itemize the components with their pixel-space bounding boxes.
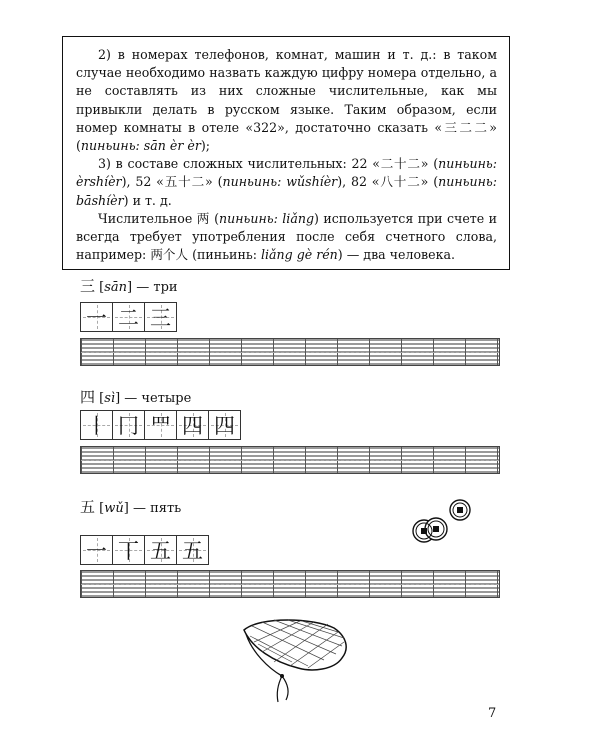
stroke-cell: 五 bbox=[145, 536, 177, 564]
stroke-cell: 四 bbox=[177, 411, 209, 439]
straw-hat-illustration bbox=[238, 612, 356, 708]
stroke-cell: 一 bbox=[81, 303, 113, 331]
character-heading-si: 四 [sì] — четыре bbox=[80, 388, 192, 406]
character-heading-san: 三 [sān] — три bbox=[80, 277, 178, 295]
character-heading-wu: 五 [wǔ] — пять bbox=[80, 498, 182, 516]
stroke-order-row-wu bbox=[80, 535, 209, 565]
stroke-cell: 二 bbox=[113, 303, 145, 331]
note-paragraph-2: 3) в составе сложных числительных: 22 «二十二» (пиньинь: èrshíèr), 52 «五十二» (пиньинь: wǔshíèr), 82 «八十二» (пиньинь: bāshíèr) и т. д. bbox=[76, 156, 498, 208]
practice-grid-wu[interactable] bbox=[80, 570, 500, 598]
stroke-cell: 冂 bbox=[113, 411, 145, 439]
stroke-cell: 罒 bbox=[145, 411, 177, 439]
practice-grid-si[interactable] bbox=[80, 446, 500, 474]
stroke-order-row-si bbox=[80, 410, 241, 440]
stroke-cell: 四 bbox=[209, 411, 241, 439]
stroke-cell: 五 bbox=[177, 536, 209, 564]
note-paragraph-3: Числительное 两 (пиньинь: liǎng) используется при счете и всегда требует употребления после себя счетного слова, например: 两个人 (пиньинь: liǎng gè rén) — два человека. bbox=[76, 210, 497, 263]
stroke-cell: 丅 bbox=[113, 536, 145, 564]
coins-illustration bbox=[404, 496, 474, 550]
note-paragraph-1: 2) в номерах телефонов, комнат, машин и т. д.: в таком случае необходимо назвать каждую цифру номера отдельно, а не составлять из них сложные числительные, как мы привыкли делать в русском языке. Таким образом, если номер комнаты в отеле «322», достаточно сказать «三二二» (пиньинь: sān èr èr); bbox=[76, 47, 497, 154]
stroke-order-row-san bbox=[80, 302, 177, 332]
page-number: 7 bbox=[488, 706, 497, 721]
rule-note-box bbox=[62, 36, 510, 270]
practice-grid-san[interactable] bbox=[80, 338, 500, 366]
stroke-cell: 一 bbox=[81, 536, 113, 564]
stroke-cell: 丨 bbox=[81, 411, 113, 439]
stroke-cell: 三 bbox=[145, 303, 177, 331]
